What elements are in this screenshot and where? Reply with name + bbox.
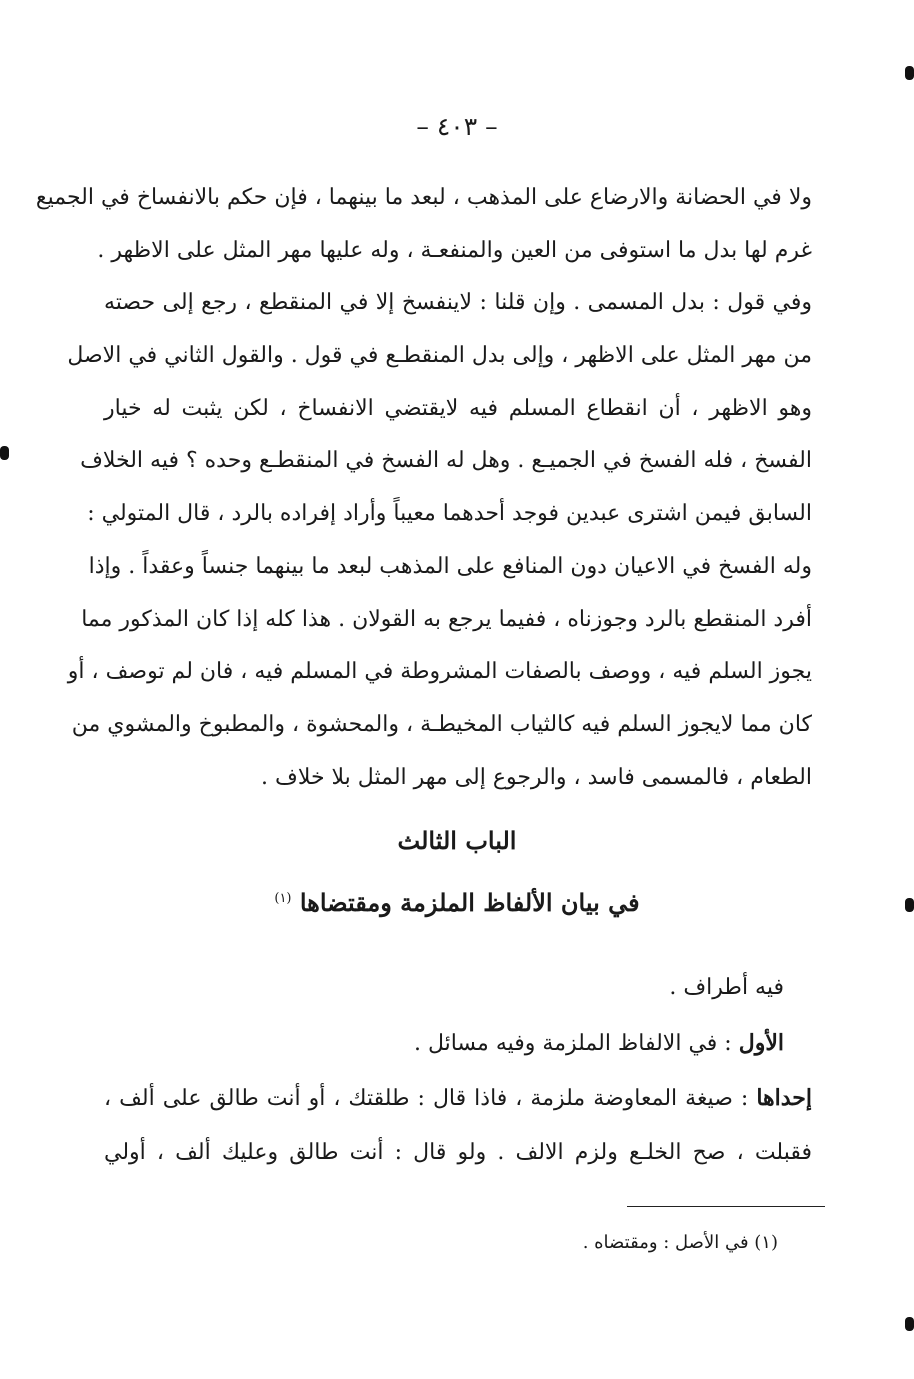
section-intro: فيه أطراف . [669, 975, 784, 1000]
text-line: أفرد المنقطع بالرد وجوزناه ، ففيما يرجع به القولان . هذا كله إذا كان المذكور مما [81, 606, 812, 632]
page-number: – ٤٠٣ – [416, 112, 498, 141]
question-one-continuation: فقبلت ، صح الخلـع ولزم الالف . ولو قال : أنت طالق وعليك ألف ، أولي [104, 1140, 812, 1165]
section-first-label: الأول [738, 1030, 784, 1056]
chapter-subtitle-text: في بيان الألفاظ الملزمة ومقتضاها [299, 888, 640, 917]
text-line: الطعام ، فالمسمى فاسد ، والرجوع إلى مهر المثل بلا خلاف . [261, 764, 812, 790]
question-one [104, 1085, 812, 1111]
text-line: وفي قول : بدل المسمى . وإن قلنا : لاينفسخ إلا في المنقطع ، رجع إلى حصته [104, 290, 812, 316]
body-paragraph [35, 172, 812, 804]
section-first-text: : في الالفاظ الملزمة وفيه مسائل . [413, 1031, 739, 1056]
chapter-subtitle [0, 888, 914, 917]
footnote: (١) في الأصل : ومقتضاه . [582, 1232, 778, 1253]
question-one-text: : صيغة المعاوضة ملزمة ، فاذا قال : طلقتك ، أو أنت طالق على ألف ، [104, 1086, 757, 1111]
scan-edge-mark [0, 446, 9, 460]
text-line: الفسخ ، فله الفسخ في الجميـع . وهل له الفسخ في المنقطـع وحده ؟ فيه الخلاف [80, 448, 812, 474]
text-line: وهو الاظهر ، أن انقطاع المسلم فيه لايقتضي الانفساخ ، لكن يثبت له خيار [104, 395, 812, 421]
footnote-divider [627, 1206, 825, 1207]
text-line: يجوز السلم فيه ، ووصف بالصفات المشروطة في المسلم فيه ، فان لم توصف ، أو [67, 659, 812, 685]
text-line: من مهر المثل على الاظهر ، وإلى بدل المنقطـع في قول . والقول الثاني في الاصل [67, 343, 812, 369]
text-line: غرم لها بدل ما استوفى من العين والمنفعـة ، وله عليها مهر المثل على الاظهر . [97, 237, 812, 263]
scan-edge-mark [905, 1317, 914, 1331]
text-line: وله الفسخ في الاعيان دون المنافع على المذهب لبعد ما بينهما جنساً وعقداً . وإذا [88, 553, 812, 579]
footnote-reference: (١) [274, 891, 292, 906]
text-line: السابق فيمن اشترى عبدين فوجد أحدهما معيباً وأراد إفراده بالرد ، قال المتولي : [87, 501, 812, 527]
scan-edge-mark [905, 66, 914, 80]
text-line: كان مما لايجوز السلم فيه كالثياب المخيطـة ، والمحشوة ، والمطبوخ والمشوي من [71, 711, 812, 737]
chapter-title: الباب الثالث [397, 826, 517, 855]
question-one-label: إحداها [756, 1085, 812, 1111]
section-first [104, 1030, 784, 1056]
text-line: ولا في الحضانة والارضاع على المذهب ، لبعد ما بينهما ، فإن حكم بالانفساخ في الجميع [35, 185, 812, 210]
